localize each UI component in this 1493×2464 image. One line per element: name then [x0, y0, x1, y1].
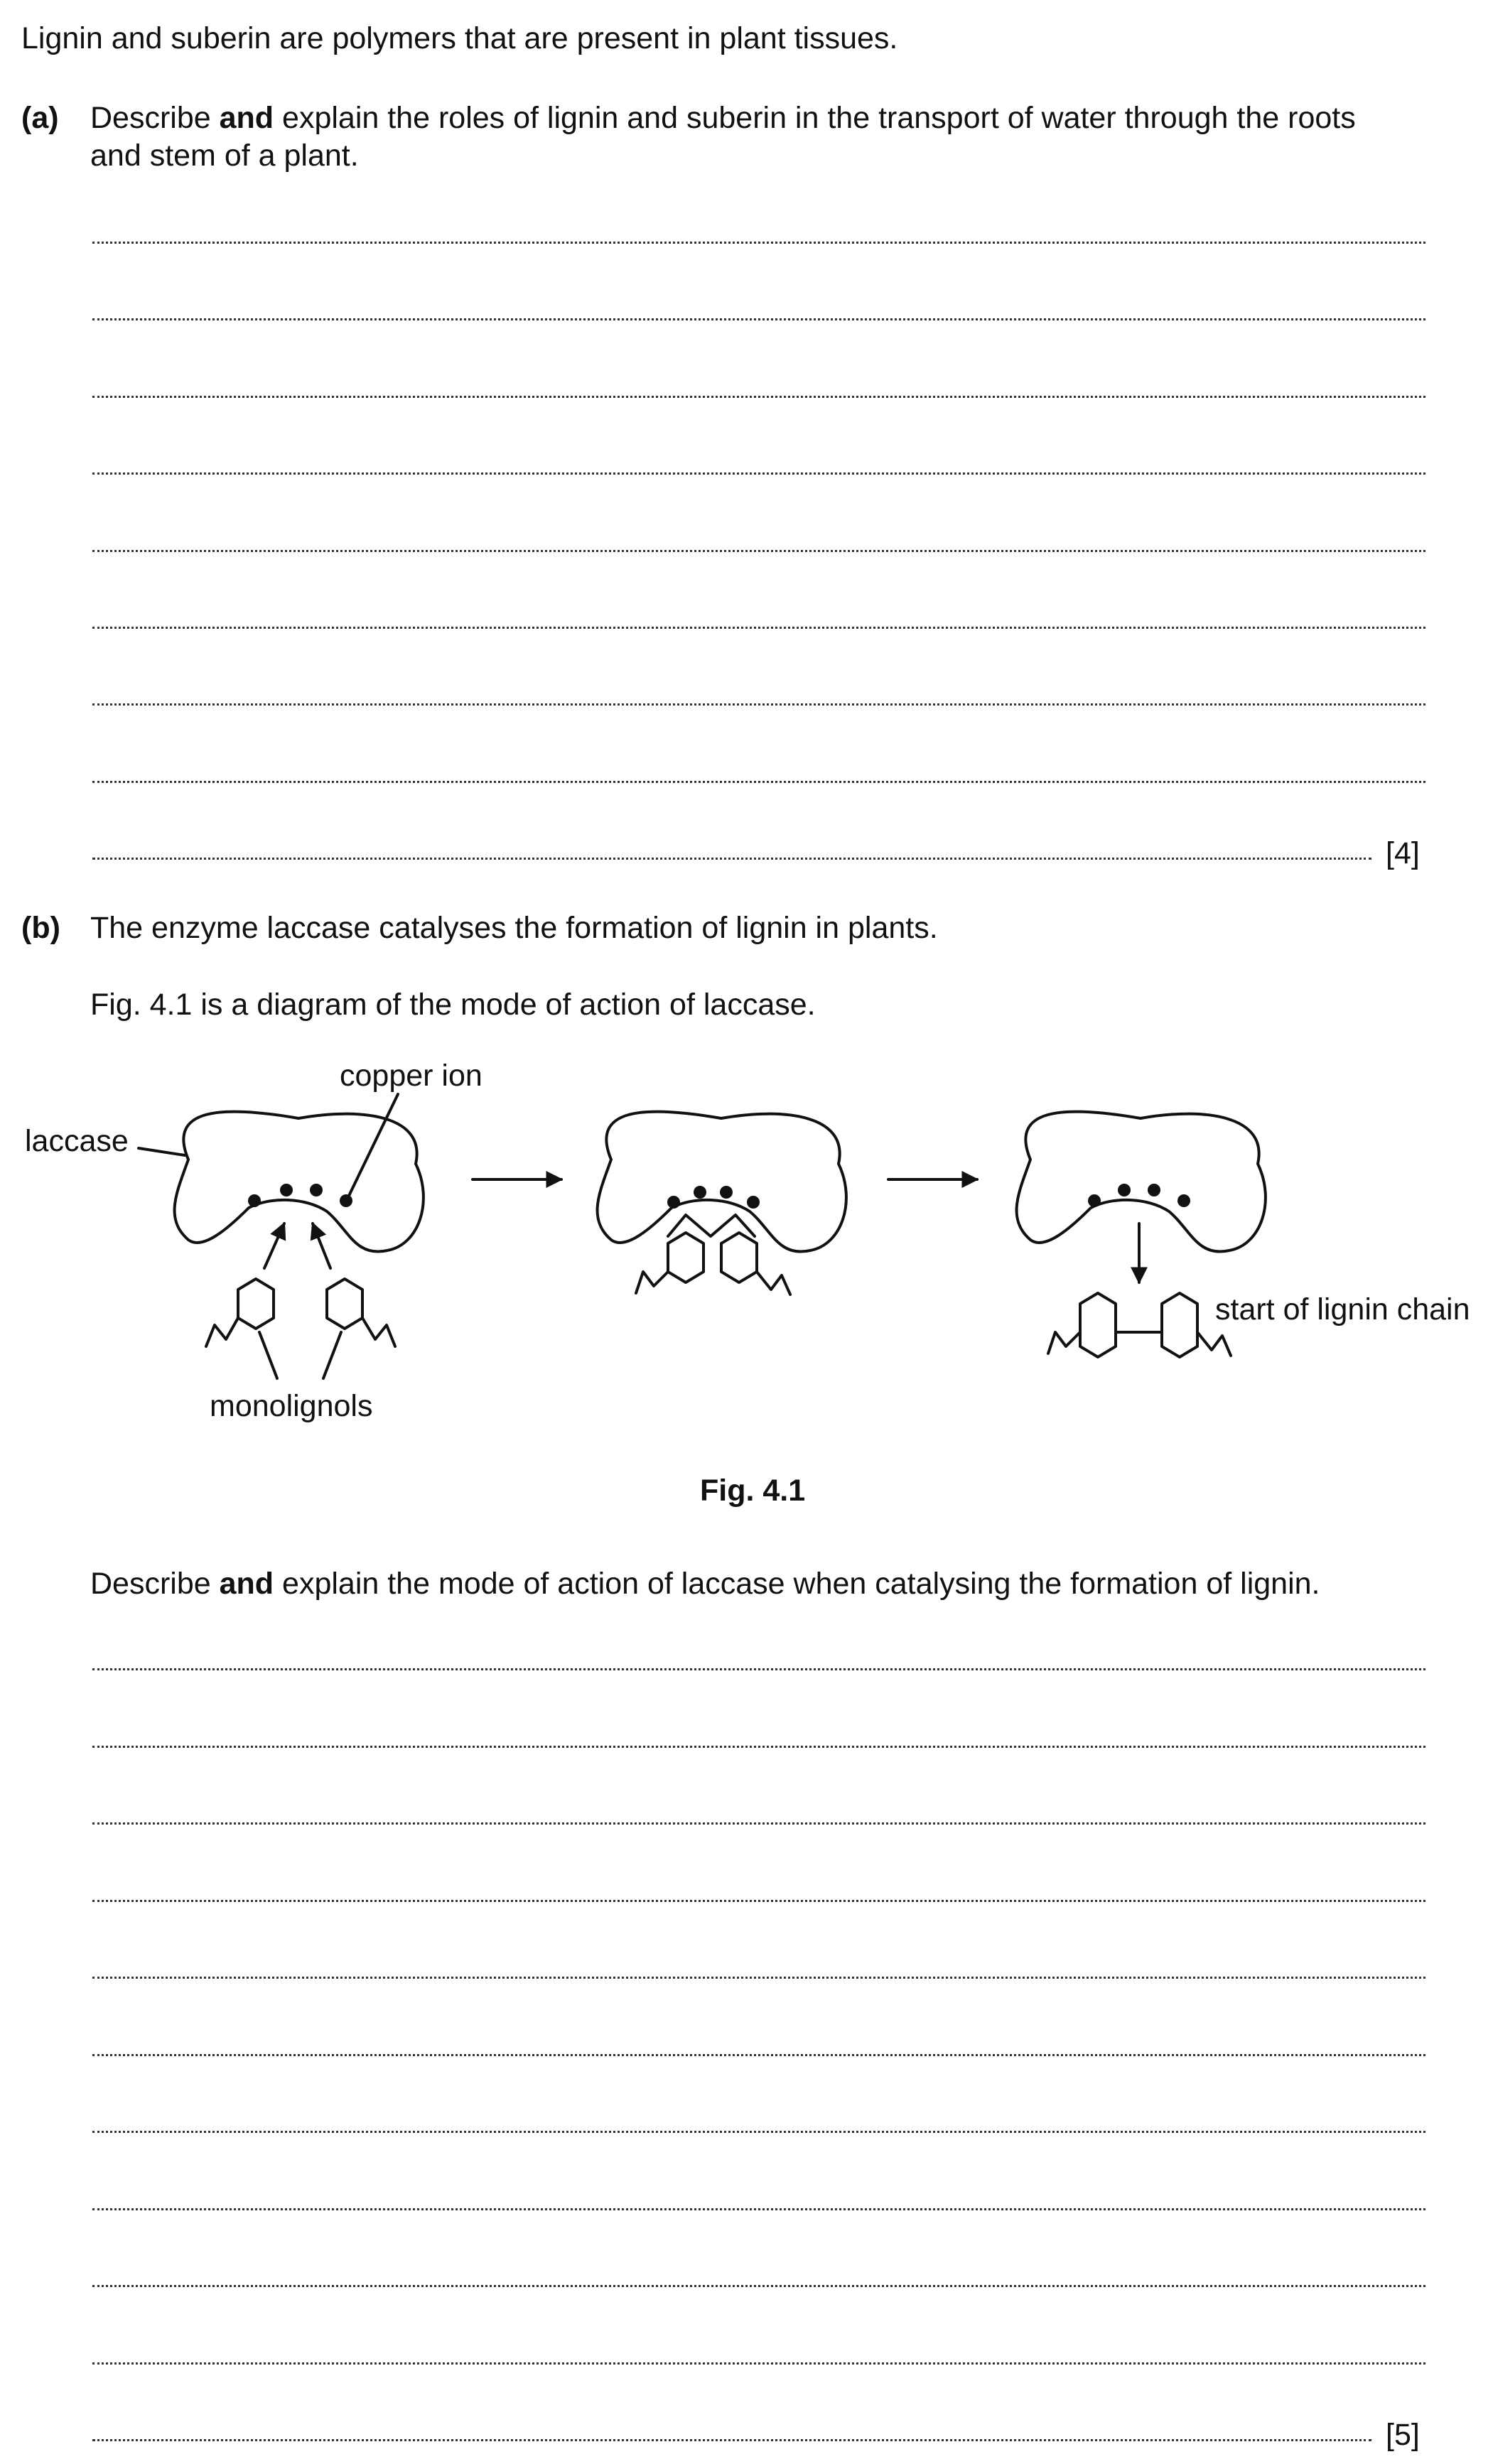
- answer-line-b-1[interactable]: [92, 1668, 1425, 1670]
- monolignol-left: [206, 1279, 274, 1346]
- answer-line-a-7[interactable]: [92, 703, 1425, 706]
- answer-line-a-1[interactable]: [92, 242, 1425, 244]
- laccase-diagram: [0, 1037, 1493, 1435]
- answer-line-b-10[interactable]: [92, 2362, 1425, 2365]
- answer-line-a-9[interactable]: [92, 858, 1371, 860]
- monolignol-pointer-right: [323, 1332, 341, 1378]
- figure-intro: Fig. 4.1 is a diagram of the mode of action of laccase.: [90, 988, 816, 1022]
- part-a-question-start: Describe: [90, 101, 220, 135]
- laccase-pointer-line: [139, 1148, 185, 1155]
- part-b-label: (b): [21, 911, 60, 945]
- label-laccase: laccase: [25, 1124, 129, 1158]
- answer-line-a-3[interactable]: [92, 396, 1425, 398]
- answer-line-a-4[interactable]: [92, 472, 1425, 475]
- monolignol-right: [327, 1279, 395, 1346]
- figure-caption: Fig. 4.1: [700, 1474, 806, 1508]
- answer-line-b-3[interactable]: [92, 1822, 1425, 1825]
- part-b-question-rest: explain the mode of action of laccase when catalysing the formation of lignin.: [274, 1567, 1320, 1601]
- answer-line-b-8[interactable]: [92, 2208, 1425, 2210]
- part-b-question-start: Describe: [90, 1567, 220, 1601]
- copper-ion-pointer-line: [348, 1094, 398, 1197]
- answer-line-b-7[interactable]: [92, 2131, 1425, 2133]
- part-a-question-line2: and stem of a plant.: [90, 139, 359, 173]
- laccase-enzyme-2: [598, 1112, 846, 1252]
- binding-arrow-right: [313, 1223, 330, 1268]
- part-b-question: [90, 1565, 1320, 1602]
- part-a-label: (a): [21, 101, 59, 135]
- intro-text: Lignin and suberin are polymers that are present in plant tissues.: [21, 21, 898, 55]
- answer-line-b-4[interactable]: [92, 1900, 1425, 1902]
- laccase-enzyme-1: [175, 1112, 424, 1252]
- bound-monolignols: [636, 1215, 790, 1295]
- binding-arrow-left: [264, 1223, 284, 1268]
- part-b-statement: The enzyme laccase catalyses the formation of lignin in plants.: [90, 911, 938, 945]
- label-lignin-chain: start of lignin chain: [1215, 1292, 1470, 1326]
- label-copper-ion: copper ion: [340, 1059, 483, 1093]
- answer-line-b-2[interactable]: [92, 1746, 1425, 1748]
- lignin-chain: [1048, 1293, 1231, 1357]
- answer-line-b-6[interactable]: [92, 2054, 1425, 2056]
- answer-line-b-9[interactable]: [92, 2285, 1425, 2287]
- part-a-marks: [4]: [1386, 836, 1420, 870]
- answer-line-a-6[interactable]: [92, 627, 1425, 629]
- part-b-marks: [5]: [1386, 2418, 1420, 2452]
- part-a-question-line1: [90, 99, 1356, 136]
- label-monolignols: monolignols: [210, 1389, 373, 1423]
- answer-line-a-8[interactable]: [92, 781, 1425, 783]
- answer-line-a-5[interactable]: [92, 550, 1425, 552]
- monolignol-pointer-left: [259, 1332, 277, 1378]
- part-b-question-bold: and: [219, 1567, 274, 1601]
- part-a-question-bold: and: [219, 101, 274, 135]
- answer-line-b-5[interactable]: [92, 1977, 1425, 1979]
- part-a-question-rest: explain the roles of lignin and suberin in the transport of water through the roots: [274, 101, 1356, 135]
- laccase-enzyme-3: [1017, 1112, 1266, 1252]
- answer-line-a-2[interactable]: [92, 318, 1425, 320]
- answer-line-b-11[interactable]: [92, 2439, 1371, 2441]
